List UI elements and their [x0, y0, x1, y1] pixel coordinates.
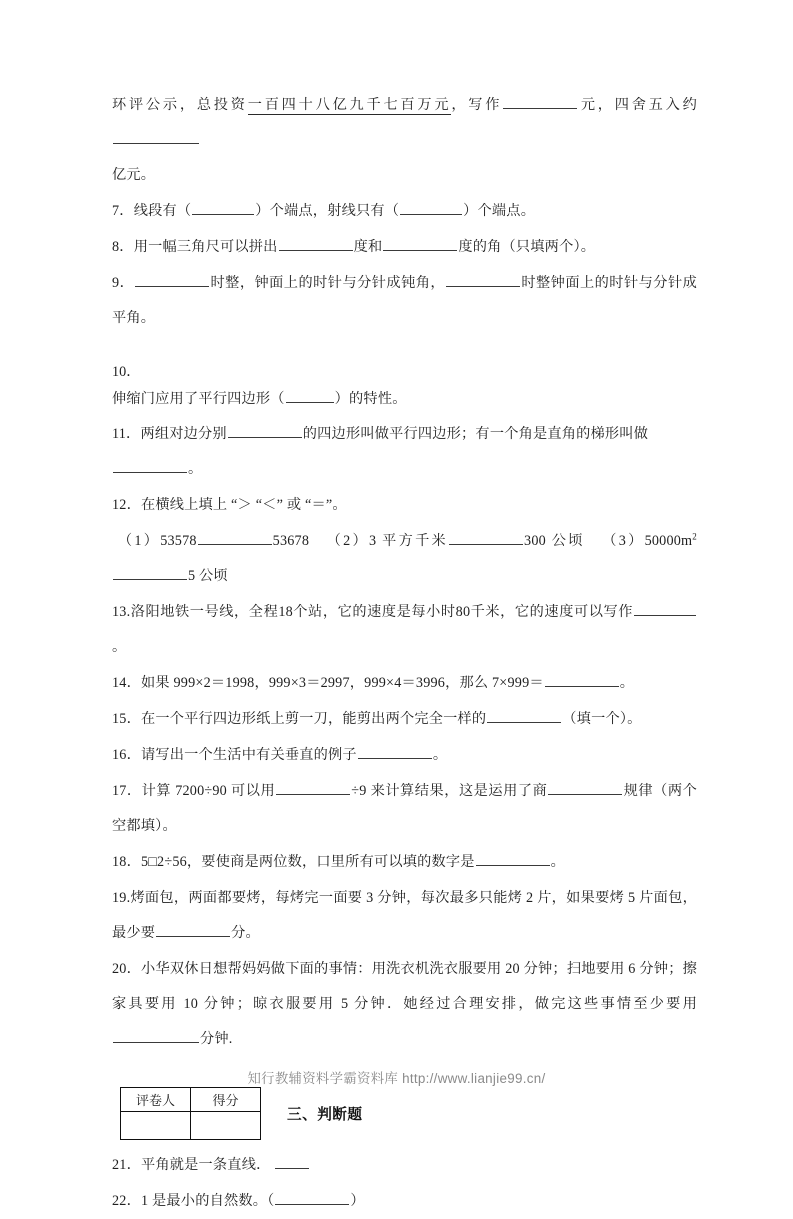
- q13-number: 13.: [112, 604, 131, 620]
- q17-text-2: ÷9 来计算结果，这是运用了商: [351, 783, 548, 799]
- q16-text-2: 。: [432, 747, 448, 763]
- q10-blank-1[interactable]: [286, 388, 334, 403]
- question-9: [112, 266, 697, 336]
- q17-number: 17．: [112, 783, 142, 799]
- q7-text-3: ）个端点。: [463, 203, 536, 219]
- question-6-continuation: [112, 88, 697, 193]
- question-19: [112, 881, 697, 951]
- q9-text-2: 时整，钟面上的时针与分针成钝角，: [210, 275, 446, 291]
- question-12-items: [112, 524, 697, 594]
- q15-blank-1[interactable]: [487, 708, 561, 723]
- q12-item3-label: （3）: [602, 533, 645, 549]
- q7-blank-1[interactable]: [192, 200, 254, 215]
- q22-text-1: 1 是最小的自然数。（: [140, 1193, 275, 1209]
- q22-blank-1[interactable]: [275, 1190, 349, 1205]
- q6-underlined-amount: 一百四十八亿九千七百万元: [247, 97, 452, 113]
- q11-blank-2[interactable]: [113, 458, 187, 473]
- q13-blank-1[interactable]: [634, 601, 696, 616]
- q8-number: 8．: [112, 239, 134, 255]
- question-18: [112, 845, 697, 880]
- q11-number: 11．: [112, 426, 141, 442]
- q13-text-2: 。: [112, 639, 127, 655]
- q15-text-1: 在一个平行四边形纸上剪一刀，能剪出两个完全一样的: [140, 711, 487, 727]
- question-12-stem: [112, 488, 697, 523]
- q7-blank-2[interactable]: [400, 200, 462, 215]
- q12-blank-1[interactable]: [198, 530, 272, 545]
- footer-watermark: 知行教辅资料学霸资料库 http://www.lianjie99.cn/: [247, 1071, 546, 1086]
- q13-text-1: 洛阳地铁一号线，全程18个站，它的速度是每小时80千米，它的速度可以写作: [130, 604, 633, 620]
- q12-item1-label: （1）: [117, 533, 161, 549]
- section-three-header: [112, 1087, 697, 1140]
- table-row: [121, 1112, 261, 1140]
- scorer-header-cell: 评卷人: [121, 1088, 191, 1112]
- question-10-image-row: [112, 346, 697, 382]
- q14-text-2: 。: [619, 675, 635, 691]
- q16-text-1: 请写出一个生活中有关垂直的例子: [140, 747, 357, 763]
- q7-number: 7．: [112, 203, 134, 219]
- q12-item1-right: 53678: [272, 533, 310, 549]
- q9-number: 9．: [112, 275, 135, 291]
- question-17: [112, 774, 697, 844]
- question-15: [112, 702, 697, 737]
- question-22: [112, 1184, 697, 1219]
- q12-item3-superscript: 2: [692, 531, 697, 542]
- q12-item2-label: （2）: [326, 533, 369, 549]
- q12-item3-left: 50000m: [644, 533, 693, 549]
- table-row: [121, 1088, 261, 1112]
- q7-text-2: ）个端点，射线只有（: [255, 203, 400, 219]
- q19-text-2: 分。: [231, 925, 260, 941]
- q11-text-3: 。: [188, 461, 203, 477]
- q6-mid2: 元，四舍五入约: [578, 97, 697, 113]
- question-8: [112, 230, 697, 265]
- question-21: [112, 1148, 697, 1183]
- q18-blank-1[interactable]: [476, 851, 550, 866]
- q7-text-1: 线段有（: [133, 203, 192, 219]
- q9-blank-2[interactable]: [446, 272, 520, 287]
- q14-blank-1[interactable]: [545, 672, 619, 687]
- q10-number: 10．: [112, 364, 141, 380]
- q17-text-1: 计算 7200÷90 可以用: [141, 783, 276, 799]
- q9-text-3: 时整钟面上的时针与分针成平角。: [112, 275, 698, 326]
- q11-text-2: 的四边形叫做平行四边形；有一个角是直角的梯形叫做: [302, 426, 649, 442]
- section-title: 三、判断题: [287, 1107, 363, 1123]
- q6-blank-1[interactable]: [503, 94, 577, 109]
- q19-text-1: 烤面包，两面都要烤，每烤完一面要 3 分钟，每次最多只能烤 2 片，如果要烤 5 片面包，最少要: [112, 890, 697, 941]
- q12-item2-left: 3 平方千米: [368, 533, 449, 549]
- q8-text-3: 度的角（只填两个）。: [458, 239, 596, 255]
- q21-blank-1[interactable]: [275, 1154, 309, 1169]
- q11-blank-1[interactable]: [228, 423, 302, 438]
- q22-text-2: ）: [350, 1193, 365, 1209]
- q20-text-2: 分钟.: [200, 1031, 233, 1047]
- q16-number: 16．: [112, 747, 141, 763]
- q12-item1-left: 53578: [160, 533, 197, 549]
- q6-lead: 环评公示，总投资: [112, 97, 248, 113]
- q22-number: 22．: [112, 1193, 141, 1209]
- q20-blank-1[interactable]: [113, 1028, 199, 1043]
- q8-text-2: 度和: [353, 239, 383, 255]
- q12-item3-right: 5 公顷: [188, 568, 228, 584]
- score-value-cell[interactable]: [191, 1112, 261, 1140]
- q18-text-2: 。: [550, 854, 566, 870]
- score-header-cell: 得分: [191, 1088, 261, 1112]
- q6-tail: 亿元。: [112, 167, 156, 183]
- q20-number: 20．: [112, 961, 142, 977]
- q20-text-1: 小华双休日想帮妈妈做下面的事情：用洗衣机洗衣服要用 20 分钟；扫地要用 6 分钟；擦家具要用 10 分钟；晾衣服要用 5 分钟．她经过合理安排，做完这些事情至少要用: [112, 961, 697, 1012]
- q14-number: 14．: [112, 675, 141, 691]
- q12-blank-2[interactable]: [449, 530, 523, 545]
- q9-blank-1[interactable]: [135, 272, 209, 287]
- retractable-gate-icon: [146, 346, 250, 380]
- q17-blank-1[interactable]: [276, 780, 350, 795]
- q18-text-1: 5□2÷56，要使商是两位数，口里所有可以填的数字是: [140, 854, 475, 870]
- q15-text-2: （填一个）。: [562, 711, 642, 727]
- q21-number: 21．: [112, 1157, 141, 1173]
- q8-blank-2[interactable]: [383, 236, 457, 251]
- q12-blank-3[interactable]: [113, 565, 187, 580]
- q16-blank-1[interactable]: [358, 744, 432, 759]
- question-14: [112, 666, 697, 701]
- q8-text-1: 用一幅三角尺可以拼出: [133, 239, 278, 255]
- question-20: [112, 952, 697, 1057]
- question-10-text: [112, 382, 697, 416]
- q21-text-1: 平角就是一条直线．: [140, 1157, 271, 1173]
- q18-number: 18．: [112, 854, 141, 870]
- scorer-table: [120, 1087, 261, 1140]
- q8-blank-1[interactable]: [279, 236, 353, 251]
- q10-text-1: 伸缩门应用了平行四边形（: [112, 391, 285, 407]
- q6-blank-2[interactable]: [113, 129, 199, 144]
- question-13: [112, 595, 697, 665]
- question-11: [112, 417, 697, 487]
- question-7: [112, 194, 697, 229]
- q12-number: 12．: [112, 497, 141, 513]
- q19-number: 19.: [112, 890, 131, 906]
- q17-blank-2[interactable]: [548, 780, 622, 795]
- scorer-value-cell[interactable]: [121, 1112, 191, 1140]
- q6-mid1: ，写作: [451, 97, 503, 113]
- q17-text-3: 规律（两个空都填）。: [112, 783, 697, 834]
- q19-blank-1[interactable]: [156, 922, 230, 937]
- question-16: [112, 738, 697, 773]
- q10-text-2: ）的特性。: [334, 391, 407, 407]
- q14-text-1: 如果 999×2＝1998，999×3＝2997，999×4＝3996，那么 7×999＝: [140, 675, 544, 691]
- q12-item2-right: 300 公顷: [524, 533, 585, 549]
- q12-stem-text: 在横线上填上 “＞ “＜” 或 “＝”。: [140, 497, 347, 513]
- q15-number: 15．: [112, 711, 141, 727]
- q11-text-1: 两组对边分别: [140, 426, 227, 442]
